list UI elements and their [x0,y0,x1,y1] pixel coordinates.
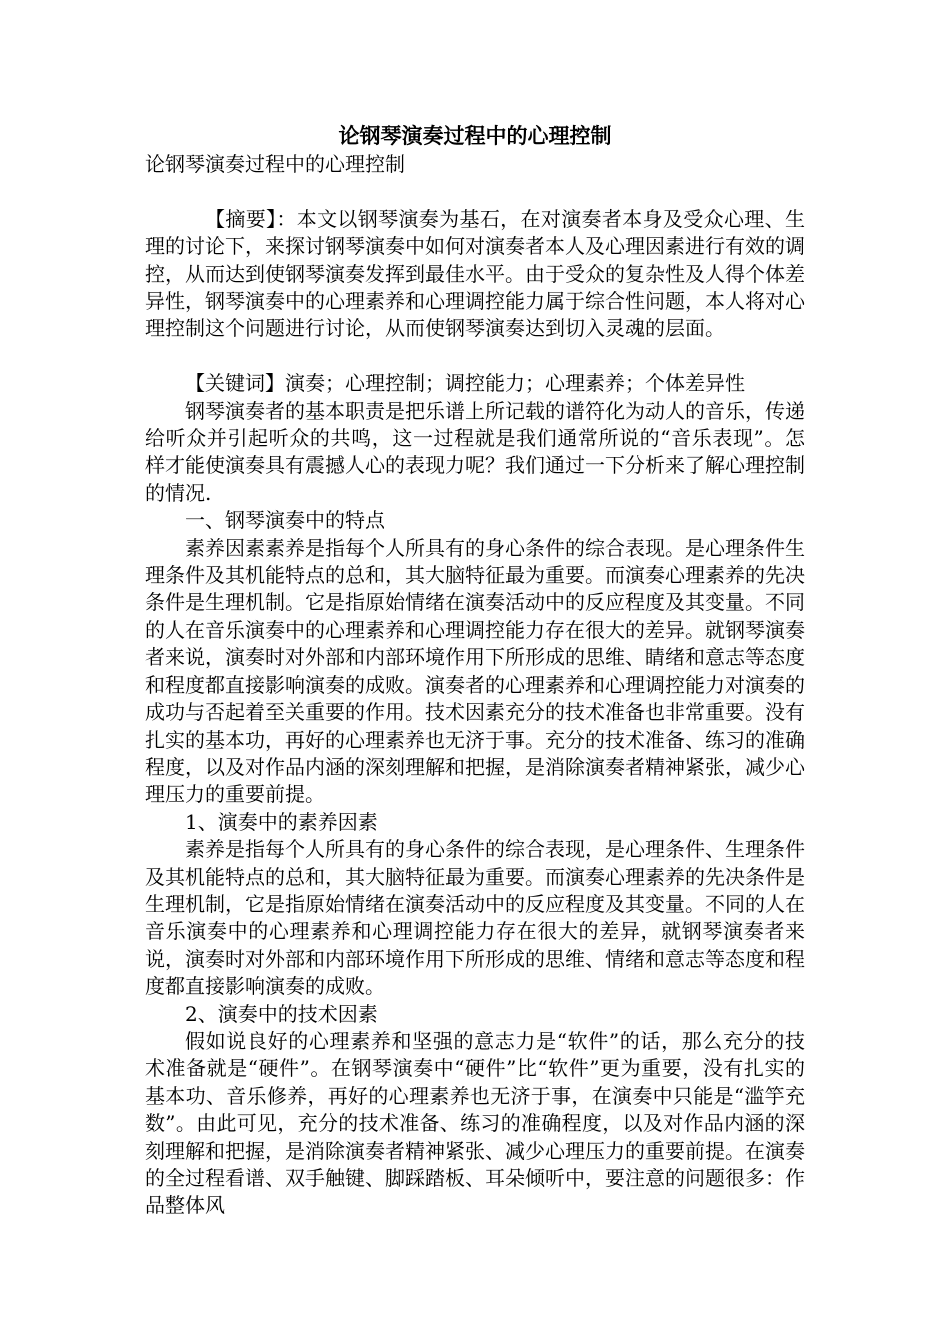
document-subtitle: 论钢琴演奏过程中的心理控制 [145,152,405,176]
subsection-heading: 2、演奏中的技术因素 [185,1001,378,1026]
section-heading: 一、钢琴演奏中的特点 [185,508,385,533]
subsection-heading: 1、演奏中的素养因素 [185,809,378,834]
subsection-body: 素养是指每个人所具有的身心条件的综合表现，是心理条件、生理条件及其机能特点的总和，其大脑特征最为重要。而演奏心理素养的先决条件是生理机制，它是指原始情绪在演奏活动中的反应程度及其变量。不同的人在音乐演奏中的心理素养和心理调控能力存在很大的差异，就钢琴演奏者来说，演奏时对外部和内部环境作用下所形成的思维、情绪和意志等态度和程度都直接影响演奏的成败。 [145,837,805,999]
document-title: 论钢琴演奏过程中的心理控制 [338,124,612,148]
document-page [145,121,805,1220]
intro-paragraph: 钢琴演奏者的基本职责是把乐谱上所记载的谱符化为动人的音乐，传递给听众并引起听众的共鸣，这一过程就是我们通常所说的“音乐表现”。怎样才能使演奏具有震撼人心的表现力呢？我们通过一下分析来了解心理控制的情况. [145,398,805,505]
blank-line [145,343,805,370]
abstract-paragraph: 【摘要】：本文以钢琴演奏为基石，在对演奏者本身及受众心理、生理的讨论下，来探讨钢琴演奏中如何对演奏者本人及心理因素进行有效的调控，从而达到使钢琴演奏发挥到最佳水平。由于受众的复杂性及人得个体差异性，钢琴演奏中的心理素养和心理调控能力属于综合性问题，本人将对心理控制这个问题进行讨论，从而使钢琴演奏达到切入灵魂的层面。 [145,206,805,341]
blank-line [145,178,805,205]
subsection-body: 假如说良好的心理素养和坚强的意志力是“软件”的话，那么充分的技术准备就是“硬件”。在钢琴演奏中“硬件”比“软件”更为重要，没有扎实的基本功、音乐修养，再好的心理素养也无济于事，在演奏中只能是“滥竽充数”。由此可见，充分的技术准备、练习的准确程度，以及对作品内涵的深刻理解和把握，是消除演奏者精神紧张、减少心理压力的重要前提。在演奏的全过程看谱、双手触键、脚踩踏板、耳朵倾听中，要注意的问题很多：作品整体风 [145,1028,805,1218]
keywords-paragraph: 【关键词】演奏；心理控制；调控能力；心理素养；个体差异性 [185,371,745,396]
section-body: 素养因素素养是指每个人所具有的身心条件的综合表现。是心理条件生理条件及其机能特点的总和，其大脑特征最为重要。而演奏心理素养的先决条件是生理机制。它是指原始情绪在演奏活动中的反应程度及其变量。不同的人在音乐演奏中的心理素养和心理调控能力存在很大的差异。就钢琴演奏者来说，演奏时对外部和内部环境作用下所形成的思维、睛绪和意志等态度和程度都直接影响演奏的成败。演奏者的心理素养和心理调控能力对演奏的成功与否起着至关重要的作用。技术因素充分的技术准备也非常重要。没有扎实的基本功，再好的心理素养也无济于事。充分的技术准备、练习的准确程度，以及对作品内涵的深刻理解和把握，是消除演奏者精神紧张，减少心理压力的重要前提。 [145,535,805,807]
